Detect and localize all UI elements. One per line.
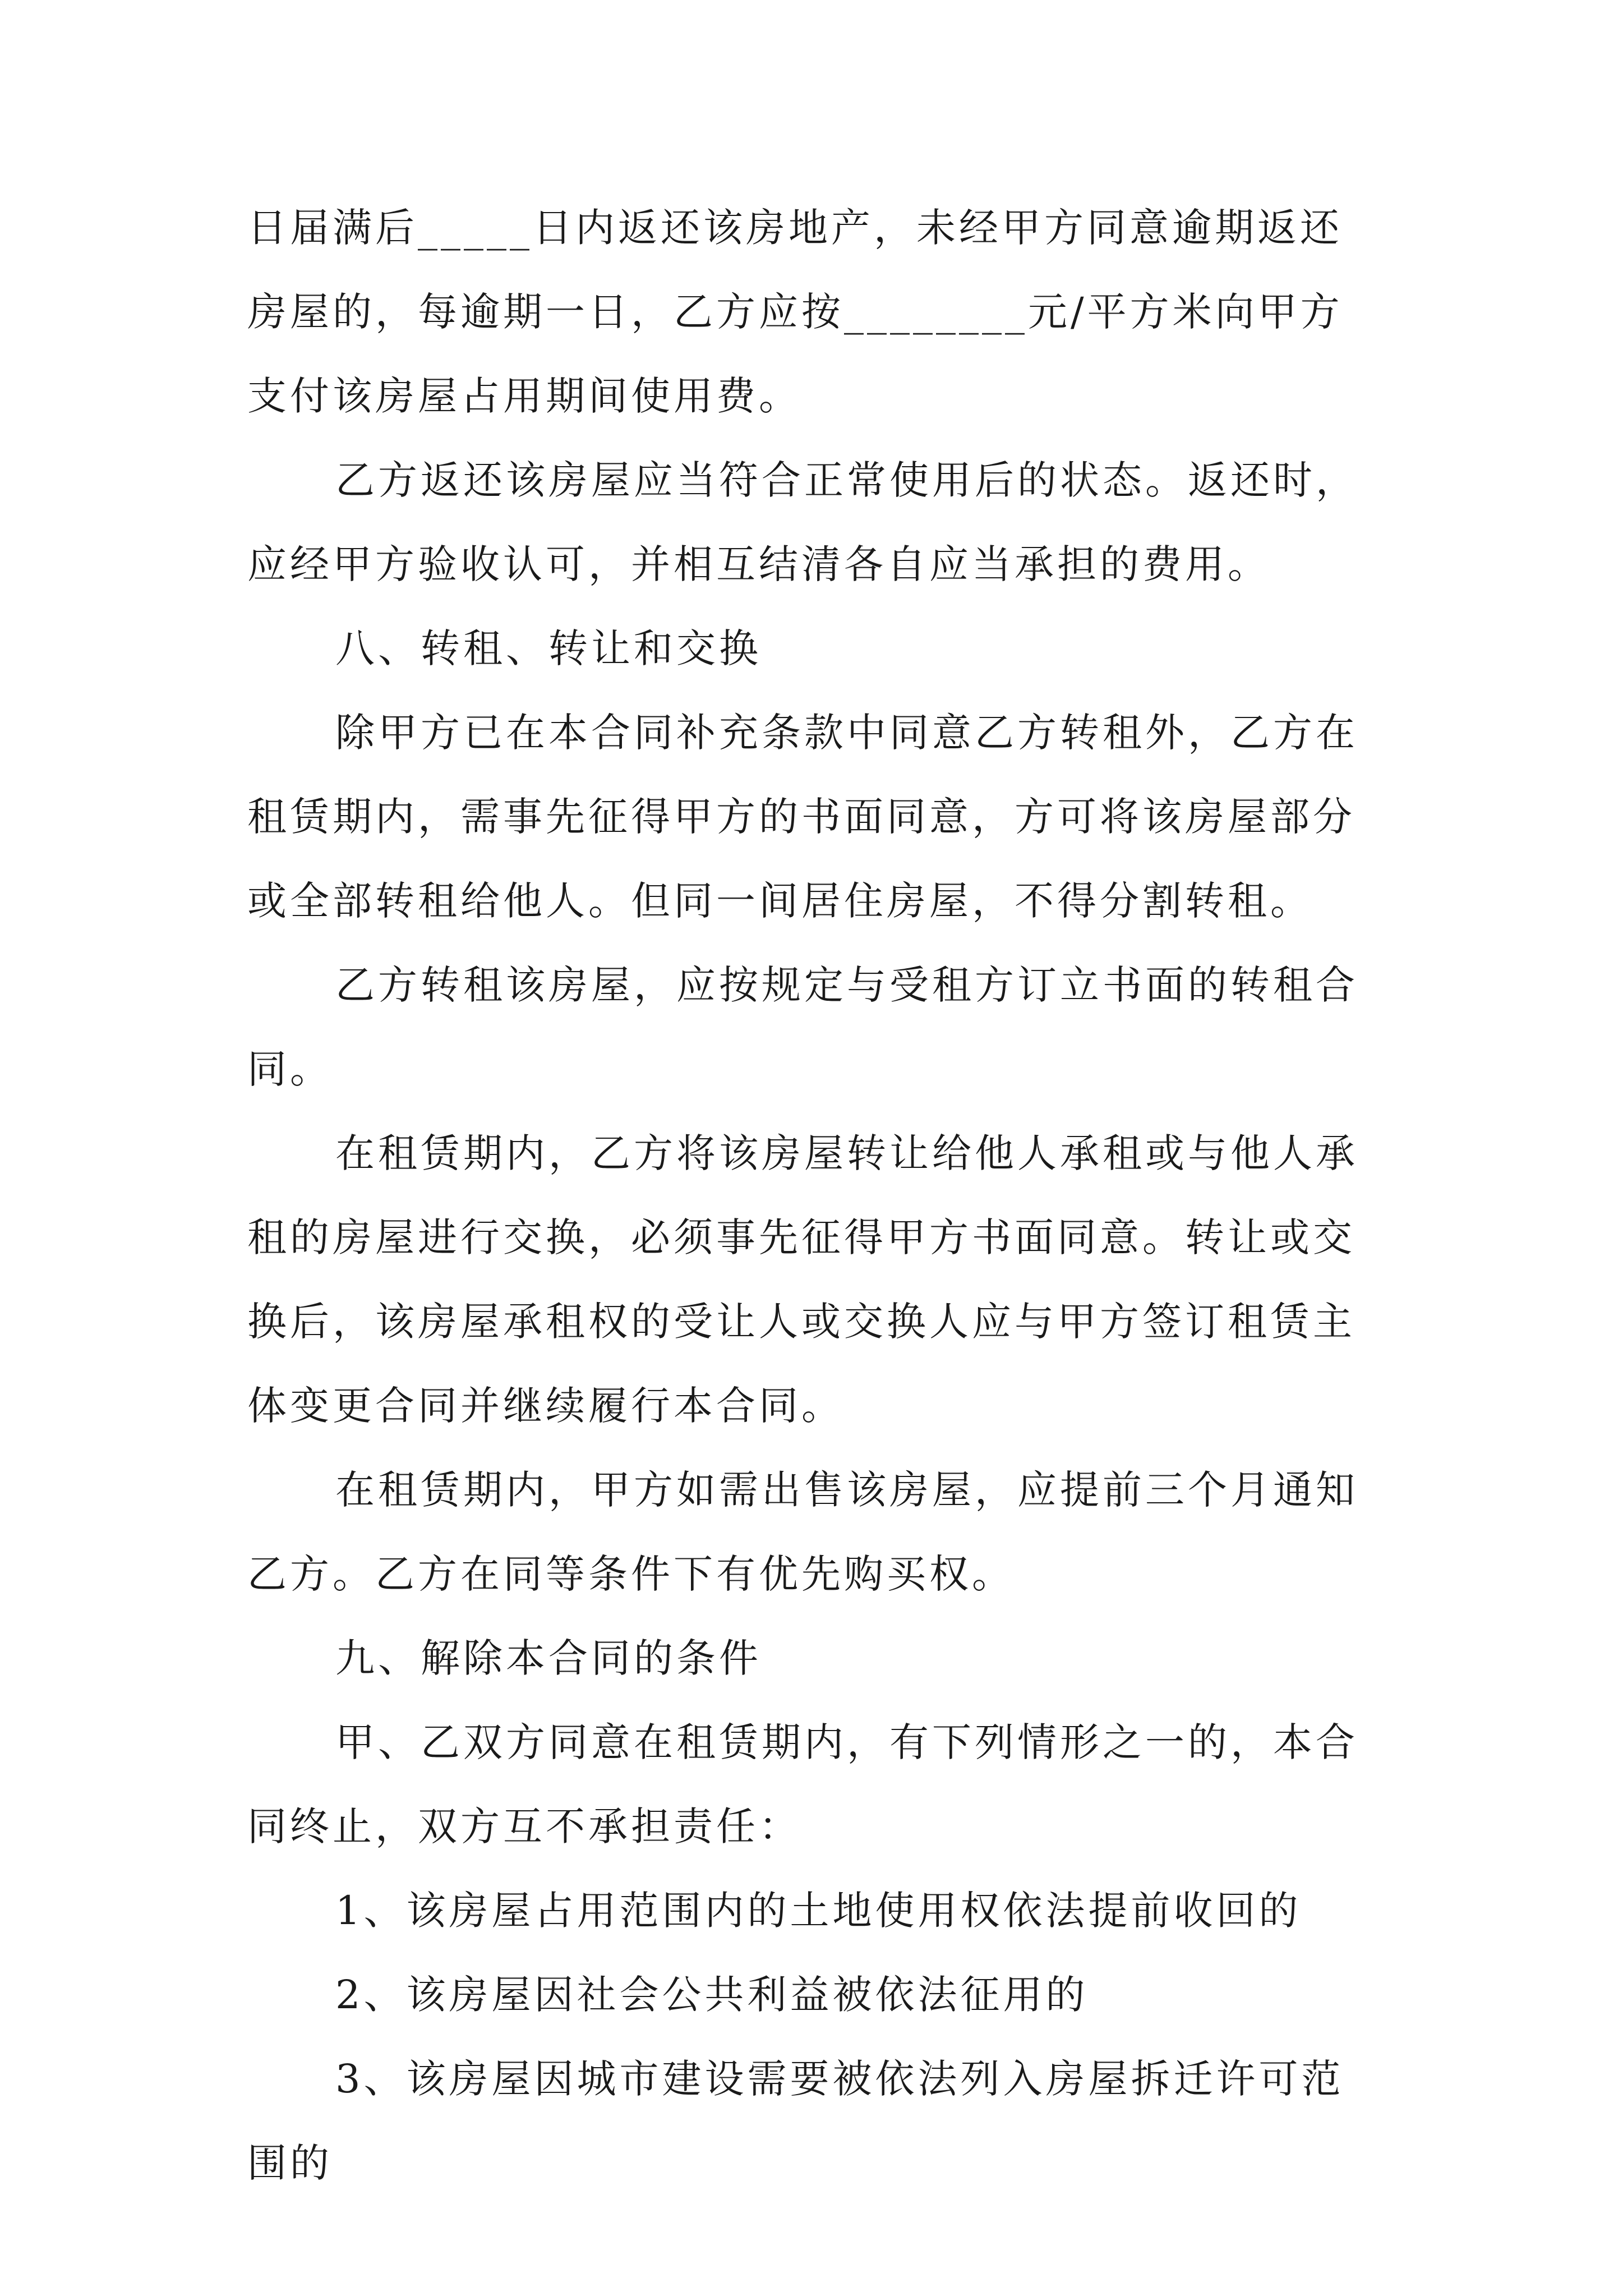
- text-line: 支付该房屋占用期间使用费。: [247, 373, 801, 419]
- list-item: 1、该房屋占用范围内的土地使用权依法提前收回的: [335, 1888, 1302, 1934]
- text-line: 除甲方已在本合同补充条款中同意乙方转租外，乙方在: [335, 710, 1358, 756]
- text-line: 甲、乙双方同意在租赁期内，有下列情形之一的，本合: [335, 1719, 1358, 1765]
- text-line: 同终止，双方互不承担责任：: [247, 1803, 801, 1849]
- text-line: 换后，该房屋承租权的受让人或交换人应与甲方签订租赁主: [247, 1299, 1355, 1345]
- text-line: 在租赁期内，乙方将该房屋转让给他人承租或与他人承: [335, 1130, 1358, 1176]
- text-line: 在租赁期内，甲方如需出售该房屋，应提前三个月通知: [335, 1467, 1358, 1513]
- text-line: 日届满后_____日内返还该房地产，未经甲方同意逾期返还: [247, 205, 1343, 251]
- list-item: 2、该房屋因社会公共利益被依法征用的: [335, 1972, 1089, 2018]
- text-line: 乙方返还该房屋应当符合正常使用后的状态。返还时，: [335, 457, 1358, 503]
- text-line: 乙方转租该房屋，应按规定与受租方订立书面的转租合: [335, 962, 1358, 1008]
- list-item: 3、该房屋因城市建设需要被依法列入房屋拆迁许可范: [335, 2056, 1344, 2102]
- text-line: 围的: [247, 2140, 333, 2186]
- text-line: 体变更合同并继续履行本合同。: [247, 1383, 844, 1429]
- text-line: 租赁期内，需事先征得甲方的书面同意，方可将该房屋部分: [247, 794, 1355, 840]
- text-line: 或全部转租给他人。但同一间居住房屋，不得分割转租。: [247, 878, 1313, 924]
- text-line: 房屋的，每逾期一日，乙方应按________元/平方米向甲方: [247, 289, 1343, 335]
- section-heading: 九、解除本合同的条件: [335, 1635, 762, 1681]
- text-line: 应经甲方验收认可，并相互结清各自应当承担的费用。: [247, 541, 1270, 587]
- text-line: 乙方。乙方在同等条件下有优先购买权。: [247, 1551, 1015, 1597]
- text-line: 同。: [247, 1046, 333, 1092]
- text-line: 租的房屋进行交换，必须事先征得甲方书面同意。转让或交: [247, 1214, 1355, 1260]
- section-heading: 八、转租、转让和交换: [335, 625, 762, 671]
